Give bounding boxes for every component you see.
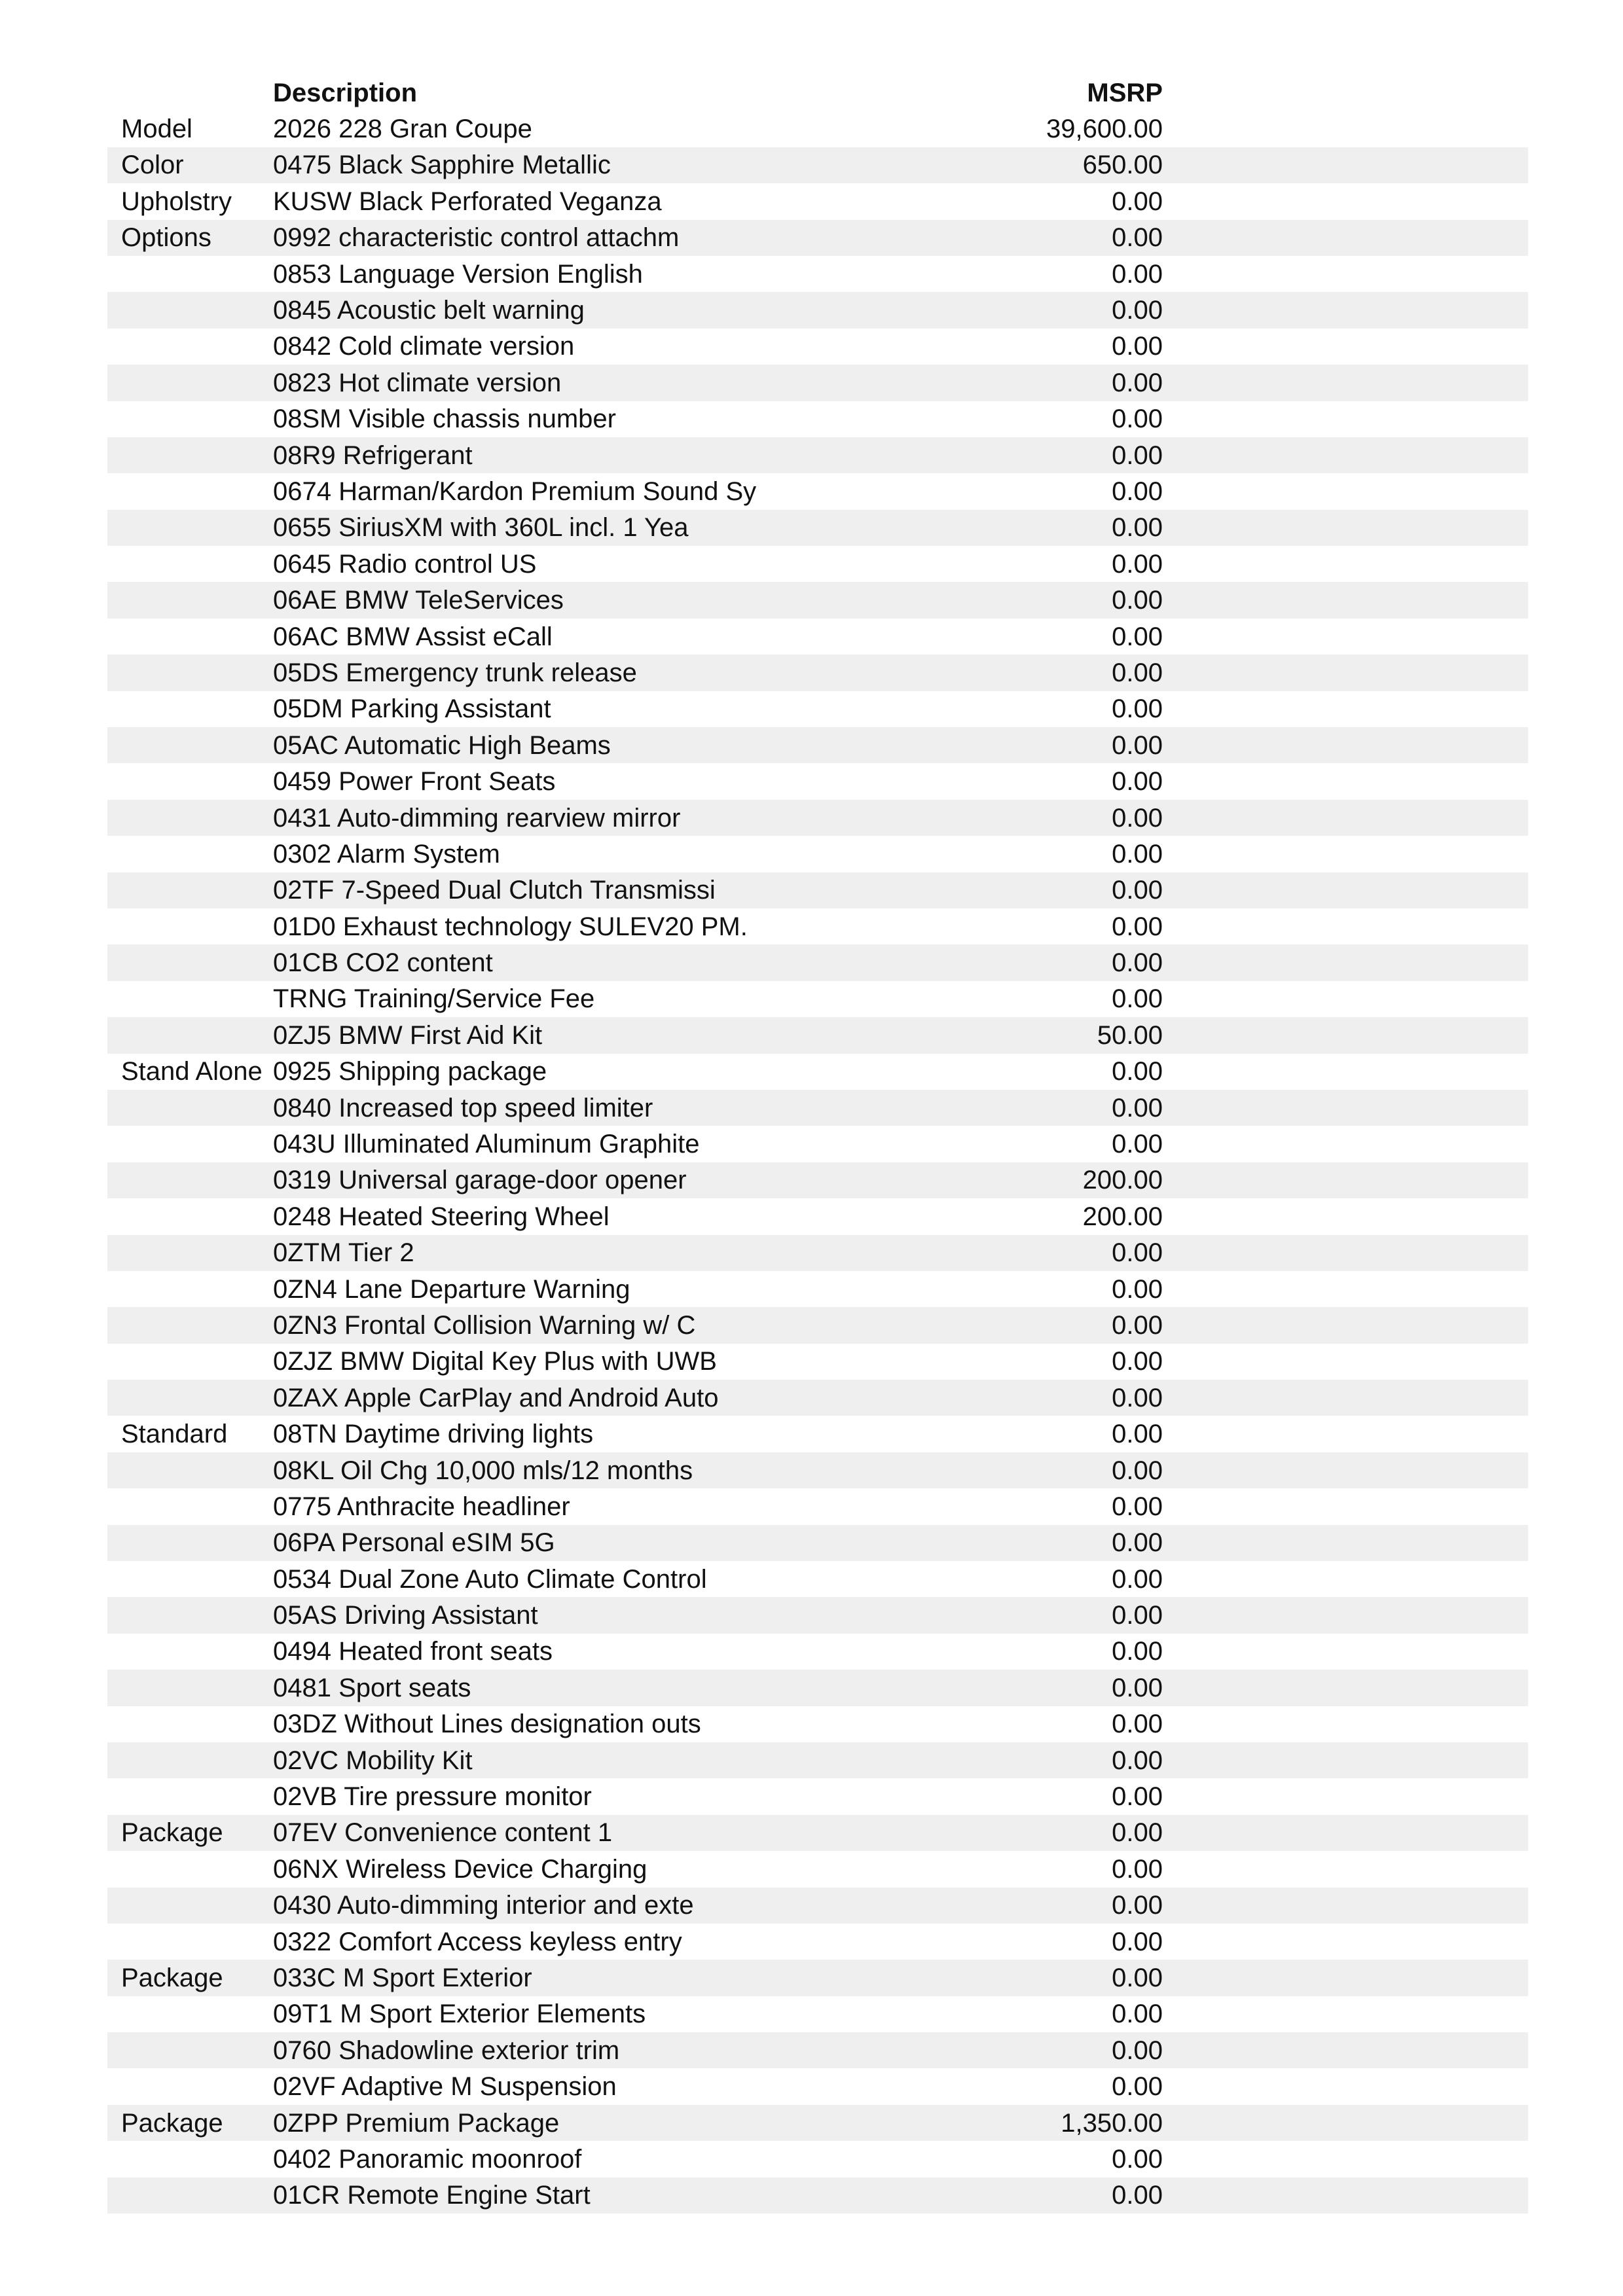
row-msrp: 0.00 (1112, 839, 1163, 869)
table-header (107, 75, 1528, 111)
row-msrp: 0.00 (1112, 1456, 1163, 1485)
table-row (107, 944, 1528, 980)
row-msrp: 0.00 (1112, 1601, 1163, 1630)
table-row (107, 655, 1528, 691)
row-description: 0494 Heated front seats (273, 1637, 553, 1666)
table-row (107, 872, 1528, 908)
row-msrp: 0.00 (1112, 1057, 1163, 1086)
row-description: 0840 Increased top speed limiter (273, 1093, 653, 1122)
row-msrp: 0.00 (1112, 1238, 1163, 1268)
row-description: 08TN Daytime driving lights (273, 1420, 594, 1449)
row-description: 0302 Alarm System (273, 839, 500, 869)
row-msrp: 0.00 (1112, 223, 1163, 253)
row-description: 0853 Language Version English (273, 259, 643, 289)
table-row (107, 437, 1528, 473)
table-row (107, 2178, 1528, 2214)
table-row (107, 256, 1528, 292)
row-description: 0992 characteristic control attachm (273, 223, 680, 253)
row-description: 02VC Mobility Kit (273, 1746, 473, 1775)
row-msrp: 0.00 (1112, 1093, 1163, 1122)
header-msrp: MSRP (1087, 78, 1163, 107)
table-row (107, 908, 1528, 944)
table-row (107, 2141, 1528, 2177)
table-row (107, 1742, 1528, 1778)
table-row (107, 510, 1528, 546)
row-msrp: 0.00 (1112, 912, 1163, 941)
row-description: 03DZ Without Lines designation outs (273, 1710, 701, 1739)
row-description: 0ZN4 Lane Departure Warning (273, 1274, 630, 1304)
table-row (107, 1488, 1528, 1524)
row-msrp: 0.00 (1112, 622, 1163, 651)
table-row (107, 1344, 1528, 1380)
row-msrp: 0.00 (1112, 1673, 1163, 1702)
row-description: 0775 Anthracite headliner (273, 1492, 570, 1521)
row-msrp: 0.00 (1112, 1274, 1163, 1304)
table-row (107, 1380, 1528, 1416)
table-row (107, 1851, 1528, 1887)
table-row (107, 727, 1528, 763)
row-msrp: 0.00 (1112, 1310, 1163, 1340)
row-msrp: 0.00 (1112, 332, 1163, 361)
row-msrp: 0.00 (1112, 404, 1163, 434)
row-msrp: 0.00 (1112, 1818, 1163, 1848)
table-row (107, 691, 1528, 727)
row-msrp: 0.00 (1112, 948, 1163, 978)
row-msrp: 0.00 (1112, 1964, 1163, 1992)
row-category: Upholstry (121, 187, 232, 216)
table-row (107, 1706, 1528, 1742)
table-row (107, 800, 1528, 836)
row-msrp: 0.00 (1112, 1383, 1163, 1412)
row-description: 0ZJZ BMW Digital Key Plus with UWB (273, 1347, 717, 1376)
table-row (107, 981, 1528, 1017)
table-row (107, 1090, 1528, 1126)
table-row (107, 1778, 1528, 1814)
table-row (107, 1162, 1528, 1198)
row-description: 02TF 7-Speed Dual Clutch Transmissi (273, 876, 716, 905)
row-description: 08R9 Refrigerant (273, 440, 473, 470)
row-msrp: 0.00 (1112, 730, 1163, 760)
row-msrp: 0.00 (1112, 2072, 1163, 2102)
row-description: 0ZN3 Frontal Collision Warning w/ C (273, 1310, 696, 1340)
table-row (107, 1198, 1528, 1234)
table-row (107, 1452, 1528, 1488)
table-row (107, 147, 1528, 183)
row-description: 0402 Panoramic moonroof (273, 2144, 582, 2174)
row-msrp: 0.00 (1112, 2000, 1163, 2029)
row-msrp: 0.00 (1112, 1492, 1163, 1521)
row-category: Color (121, 151, 184, 180)
row-description: 05DS Emergency trunk release (273, 658, 637, 687)
table-row (107, 836, 1528, 872)
table-row (107, 473, 1528, 509)
table-row (107, 220, 1528, 256)
row-description: 0ZAX Apple CarPlay and Android Auto (273, 1383, 719, 1412)
table-row (107, 111, 1528, 147)
row-description: 0823 Hot climate version (273, 368, 562, 397)
row-description: 0655 SiriusXM with 360L incl. 1 Yea (273, 513, 689, 543)
table-row (107, 763, 1528, 799)
table-row (107, 401, 1528, 437)
table-row (107, 1815, 1528, 1851)
table-row (107, 1888, 1528, 1924)
row-msrp: 0.00 (1112, 803, 1163, 833)
table-row (107, 2068, 1528, 2104)
table-row (107, 1307, 1528, 1343)
row-description: 06NX Wireless Device Charging (273, 1854, 647, 1884)
row-description: 06AE BMW TeleServices (273, 586, 564, 615)
row-msrp: 0.00 (1112, 259, 1163, 289)
row-msrp: 39,600.00 (1046, 115, 1163, 144)
row-description: 0ZPP Premium Package (273, 2108, 560, 2138)
row-msrp: 0.00 (1112, 1528, 1163, 1558)
row-msrp: 0.00 (1112, 1130, 1163, 1159)
row-description: 02VB Tire pressure monitor (273, 1782, 592, 1812)
row-msrp: 0.00 (1112, 1347, 1163, 1376)
row-description: 08SM Visible chassis number (273, 404, 616, 434)
row-msrp: 0.00 (1112, 1564, 1163, 1594)
row-description: 0430 Auto-dimming interior and exte (273, 1891, 694, 1920)
table-row (107, 1960, 1528, 1996)
price-sheet (107, 75, 1528, 2214)
table-row (107, 1924, 1528, 1960)
table-row (107, 183, 1528, 219)
row-category: Package (121, 2108, 223, 2138)
row-description: 06AC BMW Assist eCall (273, 622, 553, 651)
header-description: Description (273, 78, 418, 107)
table-row (107, 1670, 1528, 1706)
row-description: 0481 Sport seats (273, 1673, 471, 1702)
row-category: Model (121, 115, 192, 144)
row-description: 0322 Comfort Access keyless entry (273, 1927, 682, 1956)
row-msrp: 0.00 (1112, 1710, 1163, 1739)
table-row (107, 1126, 1528, 1162)
table-row (107, 1634, 1528, 1670)
row-description: 0760 Shadowline exterior trim (273, 2036, 620, 2065)
row-category: Stand Alone (121, 1057, 263, 1086)
row-msrp: 0.00 (1112, 440, 1163, 470)
row-description: 02VF Adaptive M Suspension (273, 2072, 617, 2102)
row-description: 033C M Sport Exterior (273, 1964, 532, 1992)
row-description: 0248 Heated Steering Wheel (273, 1202, 610, 1231)
row-description: 07EV Convenience content 1 (273, 1818, 613, 1848)
row-description: 05DM Parking Assistant (273, 694, 551, 724)
table-row (107, 1235, 1528, 1271)
row-description: 0459 Power Front Seats (273, 767, 556, 797)
row-msrp: 0.00 (1112, 1746, 1163, 1775)
row-description: 06PA Personal eSIM 5G (273, 1528, 555, 1558)
row-msrp: 0.00 (1112, 1782, 1163, 1812)
row-description: KUSW Black Perforated Veganza (273, 187, 662, 216)
row-msrp: 50.00 (1097, 1020, 1163, 1050)
table-row (107, 1271, 1528, 1307)
table-row (107, 1525, 1528, 1561)
row-msrp: 0.00 (1112, 476, 1163, 506)
table-row (107, 1054, 1528, 1090)
row-msrp: 0.00 (1112, 187, 1163, 216)
row-msrp: 650.00 (1082, 151, 1163, 180)
row-msrp: 0.00 (1112, 586, 1163, 615)
row-msrp: 0.00 (1112, 296, 1163, 325)
row-category: Package (121, 1964, 223, 1992)
table-row (107, 1597, 1528, 1633)
row-msrp: 0.00 (1112, 767, 1163, 797)
row-description: 09T1 M Sport Exterior Elements (273, 2000, 646, 2029)
row-description: 0431 Auto-dimming rearview mirror (273, 803, 681, 833)
row-msrp: 0.00 (1112, 2036, 1163, 2065)
row-description: 043U Illuminated Aluminum Graphite (273, 1130, 700, 1159)
row-msrp: 0.00 (1112, 1891, 1163, 1920)
table-row (107, 2032, 1528, 2068)
row-description: 05AS Driving Assistant (273, 1601, 538, 1630)
table-row (107, 1017, 1528, 1053)
row-description: 2026 228 Gran Coupe (273, 115, 532, 144)
row-msrp: 0.00 (1112, 1637, 1163, 1666)
row-msrp: 0.00 (1112, 984, 1163, 1014)
row-msrp: 0.00 (1112, 694, 1163, 724)
row-msrp: 0.00 (1112, 658, 1163, 687)
row-description: 0645 Radio control US (273, 549, 537, 579)
row-description: 0534 Dual Zone Auto Climate Control (273, 1564, 707, 1594)
row-msrp: 0.00 (1112, 876, 1163, 905)
row-description: 01CR Remote Engine Start (273, 2181, 591, 2210)
row-description: 05AC Automatic High Beams (273, 730, 611, 760)
table-row (107, 619, 1528, 655)
row-msrp: 0.00 (1112, 368, 1163, 397)
table-row (107, 1416, 1528, 1452)
row-description: 01D0 Exhaust technology SULEV20 PM. (273, 912, 748, 941)
table-body (107, 111, 1528, 2214)
row-description: 01CB CO2 content (273, 948, 493, 978)
table-row (107, 1996, 1528, 2032)
table-row (107, 2105, 1528, 2141)
row-msrp: 0.00 (1112, 1420, 1163, 1449)
table-row (107, 329, 1528, 365)
table-row (107, 546, 1528, 582)
row-description: 0842 Cold climate version (273, 332, 575, 361)
table-row (107, 582, 1528, 618)
row-msrp: 200.00 (1082, 1166, 1163, 1195)
row-description: 0475 Black Sapphire Metallic (273, 151, 611, 180)
row-msrp: 0.00 (1112, 513, 1163, 543)
row-msrp: 1,350.00 (1061, 2108, 1163, 2138)
row-category: Package (121, 1818, 223, 1848)
row-description: 08KL Oil Chg 10,000 mls/12 months (273, 1456, 693, 1485)
row-msrp: 0.00 (1112, 1927, 1163, 1956)
row-description: 0925 Shipping package (273, 1057, 547, 1086)
row-msrp: 0.00 (1112, 549, 1163, 579)
row-category: Standard (121, 1420, 228, 1449)
row-category: Options (121, 223, 211, 253)
row-msrp: 0.00 (1112, 1854, 1163, 1884)
row-description: TRNG Training/Service Fee (273, 984, 595, 1014)
row-description: 0ZTM Tier 2 (273, 1238, 414, 1268)
table-row (107, 365, 1528, 401)
row-description: 0674 Harman/Kardon Premium Sound Sy (273, 476, 757, 506)
row-description: 0319 Universal garage-door opener (273, 1166, 687, 1195)
row-description: 0ZJ5 BMW First Aid Kit (273, 1020, 543, 1050)
row-description: 0845 Acoustic belt warning (273, 296, 585, 325)
row-msrp: 0.00 (1112, 2144, 1163, 2174)
row-msrp: 0.00 (1112, 2181, 1163, 2210)
table-row (107, 1561, 1528, 1597)
row-msrp: 200.00 (1082, 1202, 1163, 1231)
table-row (107, 292, 1528, 328)
